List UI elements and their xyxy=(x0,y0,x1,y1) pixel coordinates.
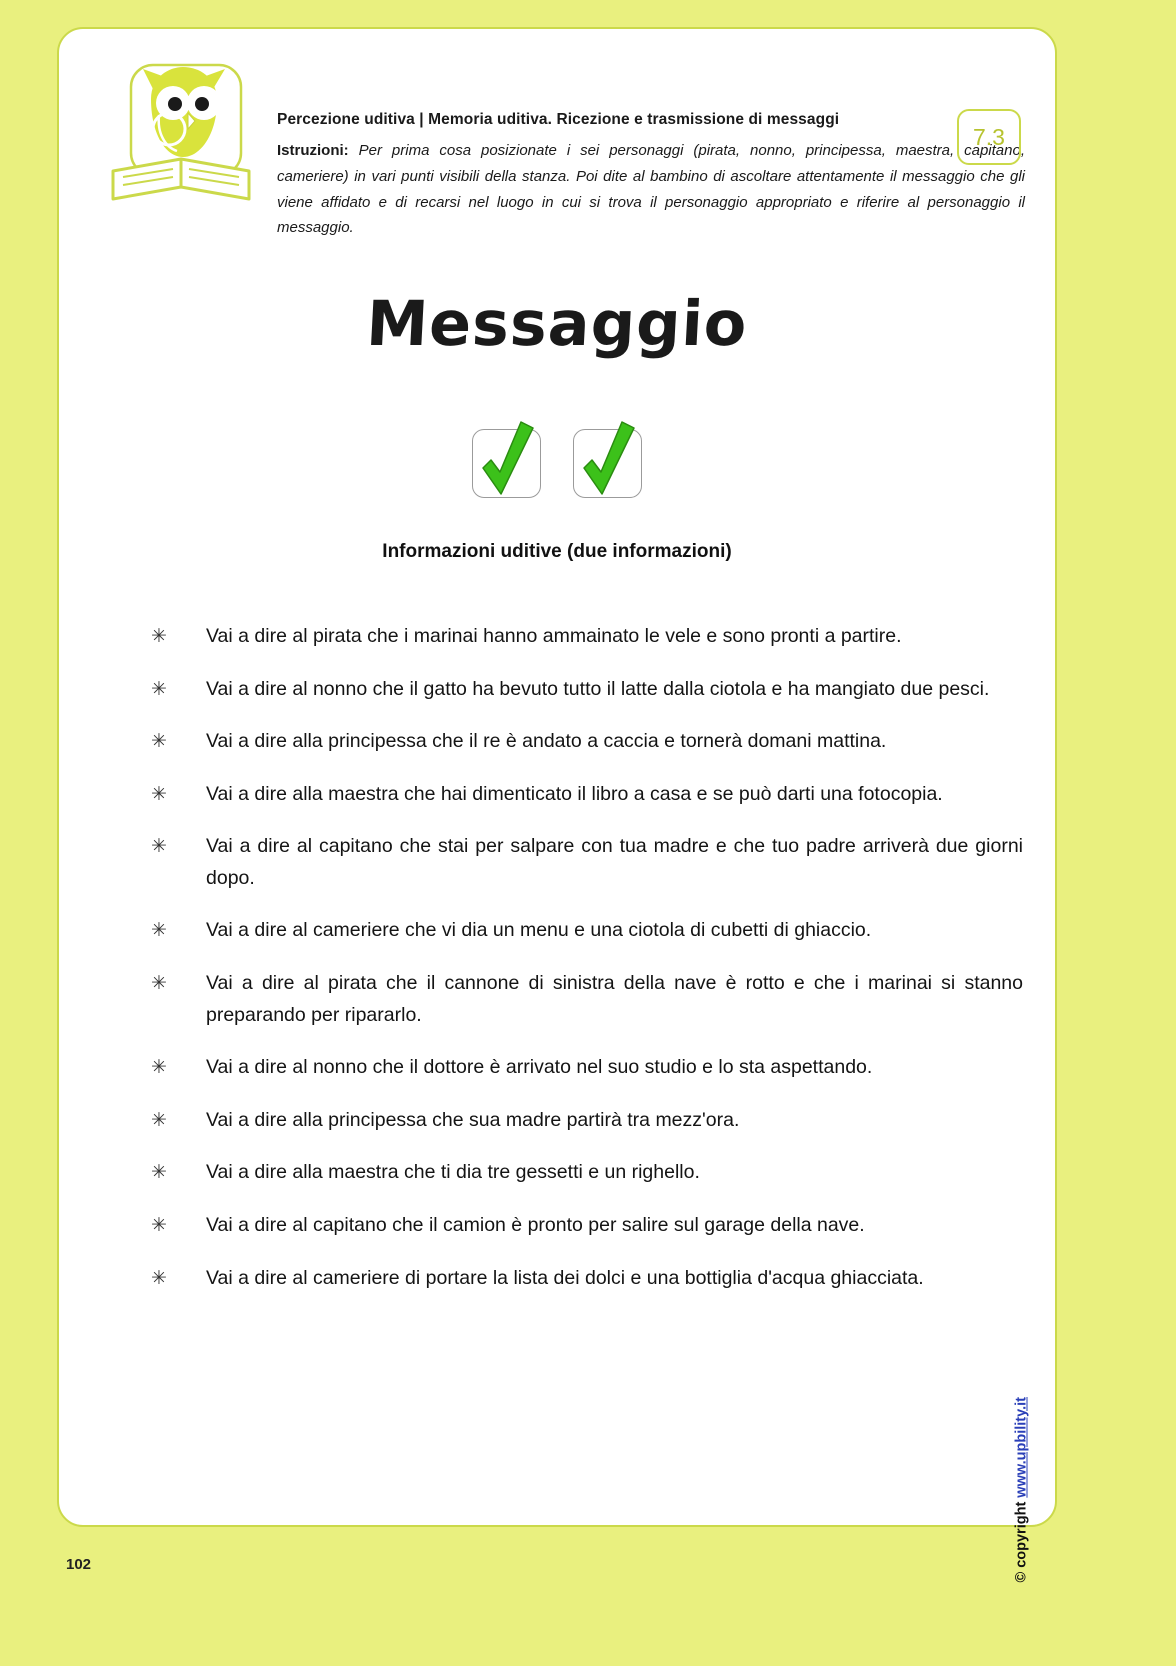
asterisk-icon: ✳ xyxy=(151,973,167,995)
list-item xyxy=(151,779,1023,811)
list-item-text: Vai a dire al capitano che il camion è pronto per salire sul garage della nave. xyxy=(206,1213,865,1236)
asterisk-icon: ✳ xyxy=(151,836,167,858)
message-list xyxy=(151,621,1023,1315)
asterisk-icon: ✳ xyxy=(151,626,167,647)
checkbox-row xyxy=(59,429,1055,498)
list-item-text: Vai a dire alla maestra che hai dimenticato il libro a casa e se può darti una fotocopia. xyxy=(206,782,943,805)
list-item-text: Vai a dire al pirata che il cannone di sinistra della nave è rotto e che i marinai si stanno preparando per ripararlo. xyxy=(206,972,1023,1026)
list-item-text: Vai a dire al nonno che il gatto ha bevuto tutto il latte dalla ciotola e ha mangiato due pesci. xyxy=(206,677,990,700)
asterisk-icon: ✳ xyxy=(151,731,167,753)
instructions-text: Per prima cosa posizionate i sei personaggi (pirata, nonno, principessa, maestra, capitano, cameriere) in vari punti visibili della stanza. Poi dite al bambino di ascoltare attentamente il messaggio che gli viene affidato e di recarsi nel luogo in cui si trova il personaggio appropriato e riferire al personaggio il messaggio. xyxy=(277,142,1025,237)
header-block xyxy=(277,111,1025,241)
section-number-badge: 7.3 xyxy=(957,109,1021,165)
asterisk-icon: ✳ xyxy=(151,920,167,942)
instructions-label: Istruzioni: xyxy=(277,142,349,159)
copyright-prefix: © copyright xyxy=(1013,1497,1029,1583)
list-item xyxy=(151,1210,1023,1242)
list-item-text: Vai a dire al cameriere che vi dia un menu e una ciotola di cubetti di ghiaccio. xyxy=(206,919,872,942)
checkbox-1[interactable] xyxy=(472,429,541,498)
asterisk-icon: ✳ xyxy=(151,678,167,700)
list-item xyxy=(151,1157,1023,1189)
asterisk-icon: ✳ xyxy=(151,1057,167,1079)
asterisk-icon: ✳ xyxy=(151,783,167,805)
copyright-link[interactable]: www.upbility.it xyxy=(1013,1397,1029,1498)
list-item xyxy=(151,726,1023,758)
list-item xyxy=(151,1105,1023,1137)
subtitle: Informazioni uditive (due informazioni) xyxy=(382,541,732,562)
list-item-text: Vai a dire al pirata che i marinai hanno ammainato le vele e sono pronti a partire. xyxy=(206,625,902,647)
green-checkmark-icon xyxy=(475,414,541,514)
list-item-text: Vai a dire alla principessa che il re è andato a caccia e tornerà domani mattina. xyxy=(206,730,887,753)
asterisk-icon: ✳ xyxy=(151,1109,167,1131)
list-item xyxy=(151,915,1023,947)
instructions-paragraph xyxy=(277,138,1025,241)
list-item-text: Vai a dire alla maestra che ti dia tre gessetti e un righello. xyxy=(206,1161,700,1184)
list-item xyxy=(151,968,1023,1031)
list-item-text: Vai a dire alla principessa che sua madre partirà tra mezz'ora. xyxy=(206,1108,740,1131)
page-title: Percezione uditiva | Memoria uditiva. Ricezione e trasmissione di messaggi xyxy=(277,111,840,128)
owl-on-book-icon xyxy=(107,59,255,209)
list-item xyxy=(151,1263,1023,1295)
list-item xyxy=(151,831,1023,894)
asterisk-icon: ✳ xyxy=(151,1267,167,1289)
word-title: Messaggio xyxy=(364,287,750,360)
asterisk-icon: ✳ xyxy=(151,1214,167,1236)
page-number: 102 xyxy=(66,1556,92,1573)
asterisk-icon: ✳ xyxy=(151,1162,167,1184)
list-item xyxy=(151,674,1023,706)
list-item xyxy=(151,621,1023,653)
copyright-notice xyxy=(1013,1397,1029,1583)
green-checkmark-icon xyxy=(576,414,642,514)
checkbox-2[interactable] xyxy=(573,429,642,498)
list-item-text: Vai a dire al capitano che stai per salpare con tua madre e che tuo padre arriverà due giorni dopo. xyxy=(206,835,1023,889)
list-item xyxy=(151,1052,1023,1084)
list-item-text: Vai a dire al nonno che il dottore è arrivato nel suo studio e lo sta aspettando. xyxy=(206,1056,873,1079)
list-item-text: Vai a dire al cameriere di portare la lista dei dolci e una bottiglia d'acqua ghiacciata. xyxy=(206,1266,924,1289)
